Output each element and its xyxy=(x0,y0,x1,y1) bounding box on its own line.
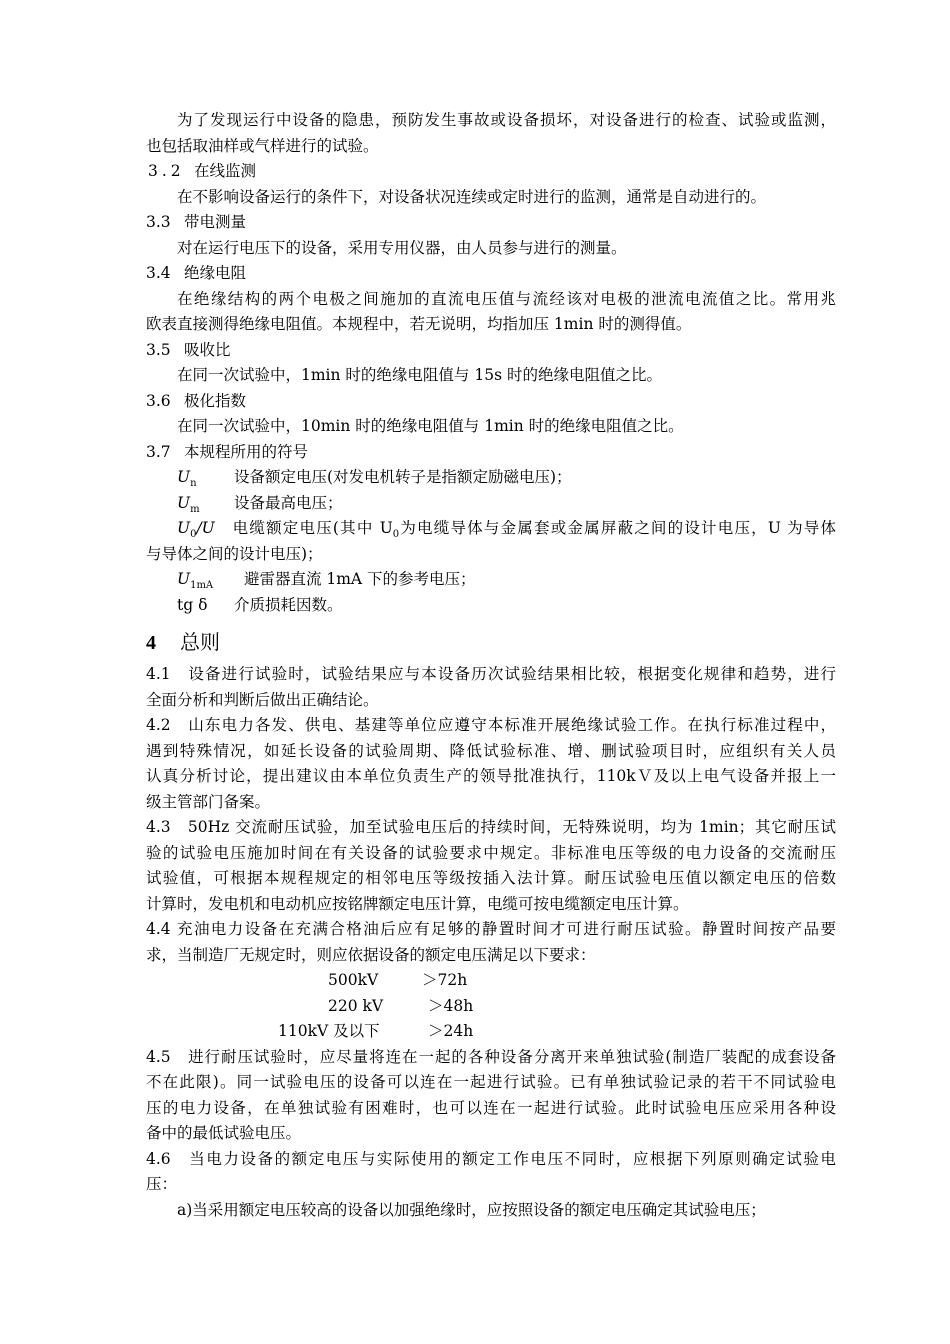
section-number: 3.3 xyxy=(146,213,171,231)
symbol-u1ma xyxy=(146,567,836,593)
section-title: 在线监测 xyxy=(194,162,257,180)
section-title: 本规程所用的符号 xyxy=(184,442,309,461)
section-4-5-line-4: 备中的最低试验电压。 xyxy=(146,1124,302,1142)
section-4-3-line-1: 4.3 50Hz 交流耐压试验，加至试验电压后的持续时间，无特殊说明，均为 1min；其它耐压试 xyxy=(146,818,836,836)
symbol-desc: 避雷器直流 1mA 下的参考电压； xyxy=(243,570,476,588)
intro-line-1: 为了发现运行中设备的隐患，预防发生事故或设备损坏，对设备进行的检查、试验或监测， xyxy=(177,111,836,129)
section-3-3-body: 对在运行电压下的设备，采用专用仪器，由人员参与进行的测量。 xyxy=(177,238,627,257)
symbol-desc-cont: 为电缆导体与金属套或金属屏蔽之间的设计电压，U 为导体 xyxy=(399,519,836,537)
section-4-3-line-2: 验的试验电压施加时间在有关设备的试验要求中规定。非标准电压等级的电力设备的交流耐压 xyxy=(146,843,836,862)
symbol-desc-sub: 0 xyxy=(392,529,400,541)
chapter-number: 4 xyxy=(146,632,156,654)
section-title: 极化指数 xyxy=(184,391,247,410)
rated-voltage: 220 kV xyxy=(328,996,384,1015)
symbol-desc: 设备额定电压(对发电机转子是指额定励磁电压)； xyxy=(233,468,572,486)
symbol: $U_n$ xyxy=(177,468,197,490)
section-4-2-line-3: 认真分析讨论，提出建议由本单位负责生产的领导批准执行，110kＶ及以上电气设备并报上一 xyxy=(146,767,836,785)
section-title: 绝缘电阻 xyxy=(184,264,247,282)
section-4-6-line-1: 4.6 当电力设备的额定电压与实际使用的额定工作电压不同时，应根据下列原则确定试验电 xyxy=(146,1149,836,1168)
section-3-4-heading xyxy=(146,261,836,287)
section-4-3-line-4: 计算时，发电机和电动机应按铭牌额定电压计算，电缆可按电缆额定电压计算。 xyxy=(146,894,689,913)
section-number: 3.2 xyxy=(148,162,185,180)
section-3-2-body: 在不影响设备运行的条件下，对设备状况连续或定时进行的监测，通常是自动进行的。 xyxy=(177,187,767,206)
section-4-4-line-1: 4.4 充油电力设备在充满合格油后应有足够的静置时间才可进行耐压试验。静置时间按产品要 xyxy=(146,920,836,938)
section-number: 3.5 xyxy=(146,340,171,359)
rated-voltage: 500kV xyxy=(328,971,379,989)
standing-time: ＞48h xyxy=(428,996,474,1015)
symbol: $U_{1mA}$ xyxy=(177,570,214,592)
section-4-5-line-3: 压的电力设备，在单独试验有困难时，也可以连在一起进行试验。此时试验电压应采用各种设 xyxy=(146,1098,836,1117)
section-3-4-body-2: 欧表直接测得绝缘电阻值。本规程中，若无说明，均指加压 1min 时的测得值。 xyxy=(146,315,692,333)
section-4-1-line-1: 4.1 设备进行试验时，试验结果应与本设备历次试验结果相比较，根据变化规律和趋势，进行 xyxy=(146,665,836,683)
symbol-u0-u xyxy=(146,516,836,542)
section-title: 吸收比 xyxy=(184,340,231,359)
standing-time: ＞72h xyxy=(422,971,468,989)
section-4-5-line-2: 不在此限)。同一试验电压的设备可以连在一起进行试验。已有单独试验记录的若干不同试验电 xyxy=(146,1073,836,1091)
section-4-5-line-1: 4.5 进行耐压试验时，应尽量将连在一起的各种设备分离开来单独试验(制造厂装配的成套设备 xyxy=(146,1047,836,1066)
section-4-3-line-3: 试验值，可根据本规程规定的相邻电压等级按插入法计算。耐压试验电压值以额定电压的倍数 xyxy=(146,869,836,887)
section-4-6-line-2: 压： xyxy=(146,1175,178,1193)
section-3-7-heading xyxy=(146,440,836,466)
standing-time-row xyxy=(146,994,836,1020)
symbol-un xyxy=(146,465,836,491)
section-4-2-line-2: 遇到特殊情况，如延长设备的试验周期、降低试验标准、增、删试验项目时，应组织有关人员 xyxy=(146,741,836,760)
section-3-3-heading xyxy=(146,210,836,236)
section-3-5-heading xyxy=(146,338,836,364)
section-4-2-line-1: 4.2 山东电力各发、供电、基建等单位应遵守本标准开展绝缘试验工作。在执行标准过程中， xyxy=(146,716,836,734)
symbol-tg-delta xyxy=(146,593,836,619)
section-4-6-item-a: a)当采用额定电压较高的设备以加强绝缘时，应按照设备的额定电压确定其试验电压； xyxy=(177,1200,766,1219)
section-3-6-heading xyxy=(146,389,836,415)
symbol-u0-u-continuation: 与导体之间的设计电压)； xyxy=(146,544,323,563)
section-number: 3.4 xyxy=(146,264,171,282)
section-3-4-body-1: 在绝缘结构的两个电极之间施加的直流电压值与流经该对电极的泄流电流值之比。常用兆 xyxy=(177,289,836,308)
intro-line-2: 也包括取油样或气样进行的试验。 xyxy=(146,136,379,155)
symbol-desc: 介质损耗因数。 xyxy=(233,595,343,614)
section-3-5-body: 在同一次试验中，1min 时的绝缘电阻值与 15s 时的绝缘电阻值之比。 xyxy=(177,366,662,384)
standing-time-row xyxy=(146,968,836,994)
section-title: 带电测量 xyxy=(184,213,247,231)
standing-time: ＞24h xyxy=(428,1022,474,1040)
rated-voltage: 110kV 及以下 xyxy=(278,1022,380,1040)
symbol-desc: 设备最高电压； xyxy=(233,493,343,512)
section-number: 3.6 xyxy=(146,391,171,410)
symbol-um xyxy=(146,491,836,517)
standing-time-row xyxy=(146,1019,836,1045)
chapter-4-heading xyxy=(146,622,836,662)
chapter-title: 总则 xyxy=(180,630,220,654)
section-3-6-body: 在同一次试验中，10min 时的绝缘电阻值与 1min 时的绝缘电阻值之比。 xyxy=(177,417,684,435)
section-4-2-line-4: 级主管部门备案。 xyxy=(146,792,271,811)
symbol: $U_m$ xyxy=(177,493,200,515)
section-3-2-heading xyxy=(146,159,836,185)
symbol: $U_0/U$ xyxy=(177,519,215,541)
symbol-desc: 电缆额定电压(其中 U xyxy=(232,519,393,537)
section-4-4-line-2: 求，当制造厂无规定时，则应依据设备的额定电压满足以下要求： xyxy=(146,945,596,964)
section-4-1-line-2: 全面分析和判断后做出正确结论。 xyxy=(146,690,379,709)
section-number: 3.7 xyxy=(146,442,171,461)
symbol: tg δ xyxy=(177,595,208,614)
document-page xyxy=(146,108,836,1223)
